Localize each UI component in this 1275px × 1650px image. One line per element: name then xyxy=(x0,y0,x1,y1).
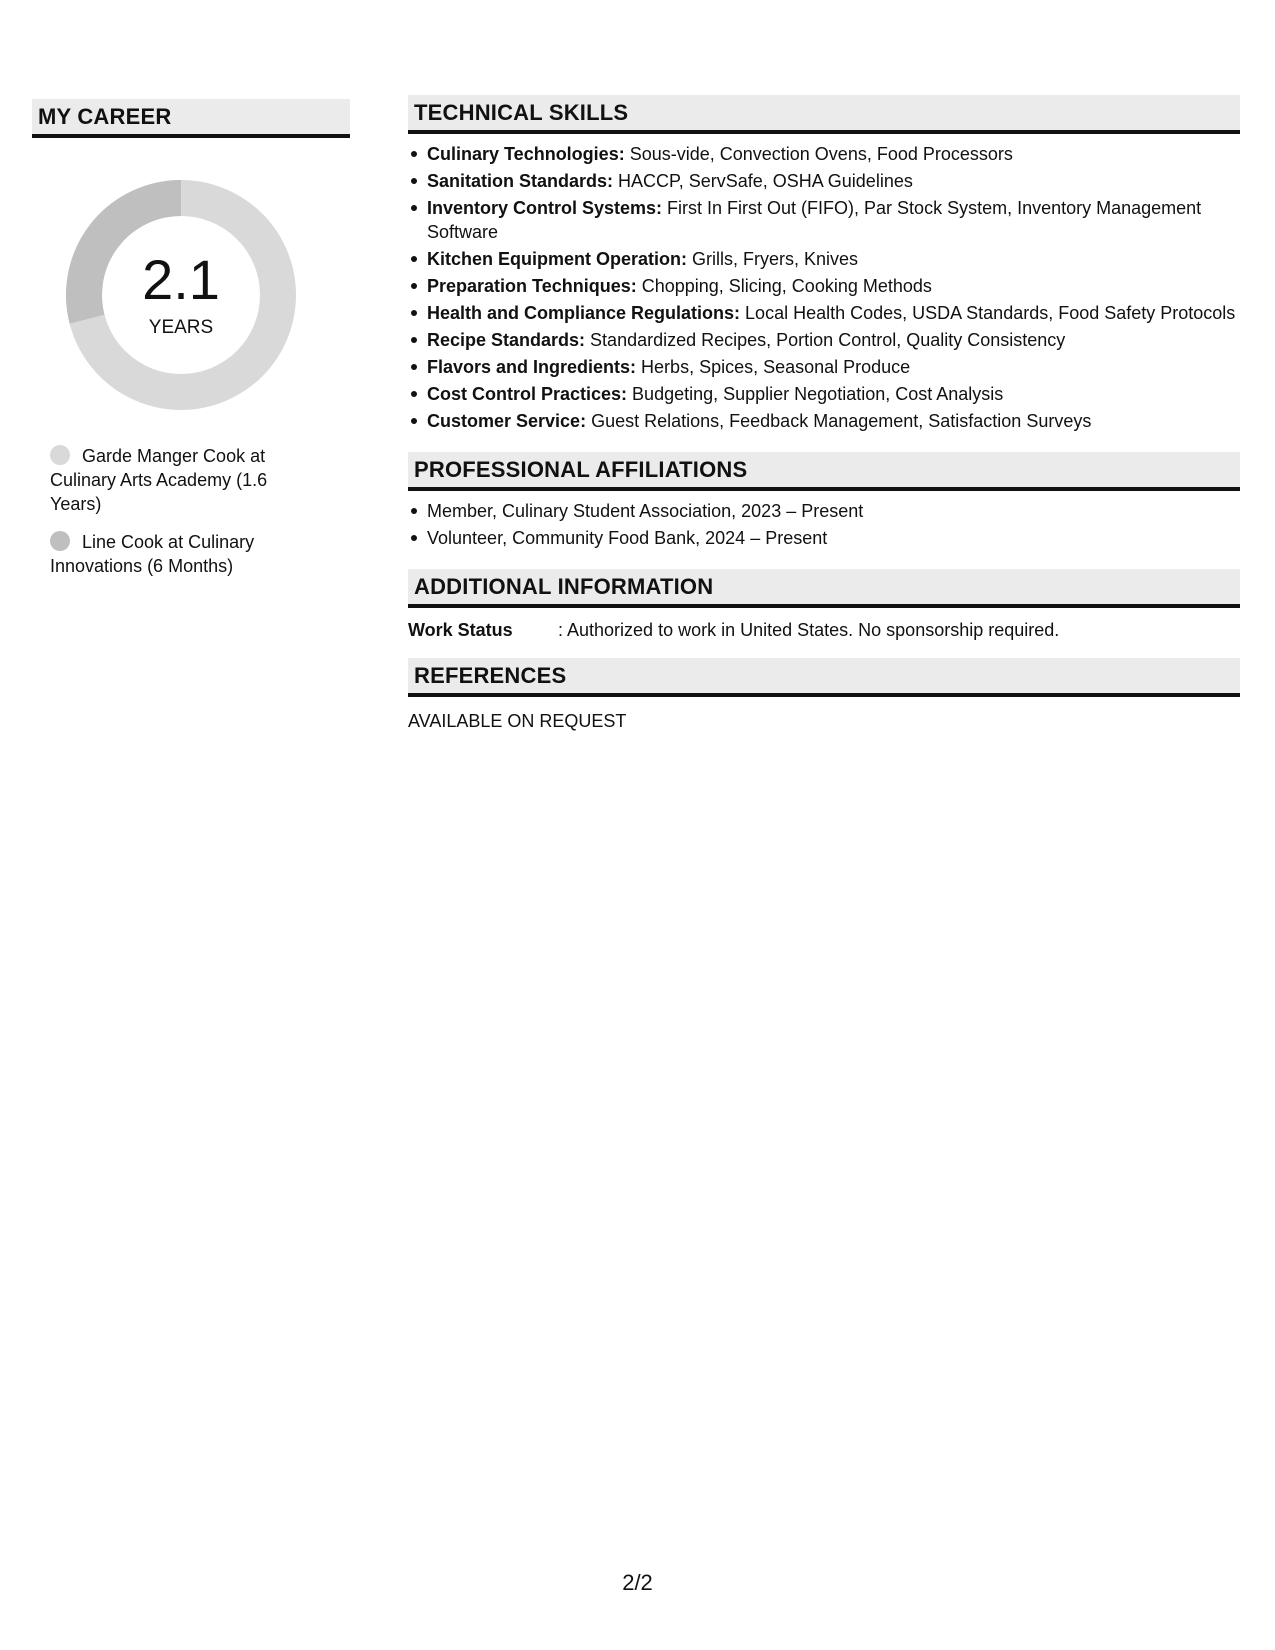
technical-skills-list xyxy=(408,142,1240,433)
career-column xyxy=(32,99,350,592)
donut-value: 2.1 xyxy=(142,248,220,311)
list-item xyxy=(427,382,1240,406)
donut-unit: YEARS xyxy=(148,317,214,338)
skill-text: Guest Relations, Feedback Management, Satisfaction Surveys xyxy=(586,411,1092,431)
list-item xyxy=(427,409,1240,433)
skill-text: Local Health Codes, USDA Standards, Food Safety Protocols xyxy=(740,303,1236,323)
skill-text: Chopping, Slicing, Cooking Methods xyxy=(636,276,932,296)
references-text: AVAILABLE ON REQUEST xyxy=(408,711,627,731)
affiliations-heading: PROFESSIONAL AFFILIATIONS xyxy=(408,452,1240,491)
work-status-label: Work Status xyxy=(408,620,513,640)
list-item xyxy=(427,328,1240,352)
legend-dot-icon xyxy=(50,445,70,465)
skill-text: Grills, Fryers, Knives xyxy=(687,249,859,269)
skill-text: HACCP, ServSafe, OSHA Guidelines xyxy=(613,171,913,191)
legend-text: Line Cook at Culinary Innovations (6 Months) xyxy=(50,532,255,576)
page-number: 2/2 xyxy=(622,1570,653,1595)
skill-text: Sous-vide, Convection Ovens, Food Processors xyxy=(624,144,1013,164)
skill-label: Kitchen Equipment Operation: xyxy=(427,249,688,269)
legend-dot-icon xyxy=(50,531,70,551)
technical-skills-heading: TECHNICAL SKILLS xyxy=(408,95,1240,134)
list-item xyxy=(427,274,1240,298)
skill-text: Herbs, Spices, Seasonal Produce xyxy=(636,357,911,377)
skill-label: Health and Compliance Regulations: xyxy=(427,303,741,323)
list-item xyxy=(427,196,1240,244)
list-item xyxy=(427,169,1240,193)
work-status-value: : Authorized to work in United States. No sponsorship required. xyxy=(558,620,1060,640)
skill-text: First In First Out (FIFO), Par Stock System, Inventory Management Software xyxy=(427,198,1202,242)
skill-label: Cost Control Practices: xyxy=(427,384,628,404)
skill-label: Recipe Standards: xyxy=(427,330,586,350)
career-legend xyxy=(50,444,290,578)
list-item: Member, Culinary Student Association, 2023 – Present xyxy=(427,499,1240,523)
list-item xyxy=(427,355,1240,379)
list-item xyxy=(427,247,1240,271)
work-status-row xyxy=(408,618,1240,642)
skill-text: Budgeting, Supplier Negotiation, Cost Analysis xyxy=(627,384,1004,404)
legend-item xyxy=(50,444,290,516)
skill-label: Culinary Technologies: xyxy=(427,144,625,164)
career-donut-chart xyxy=(66,180,296,410)
list-item xyxy=(427,301,1240,325)
references-heading: REFERENCES xyxy=(408,658,1240,697)
skill-label: Sanitation Standards: xyxy=(427,171,614,191)
skill-label: Flavors and Ingredients: xyxy=(427,357,637,377)
skill-label: Customer Service: xyxy=(427,411,587,431)
legend-text: Garde Manger Cook at Culinary Arts Academy (1.6 Years) xyxy=(50,446,268,514)
list-item xyxy=(427,142,1240,166)
main-column xyxy=(408,95,1240,733)
affiliations-list xyxy=(408,499,1240,550)
list-item: Volunteer, Community Food Bank, 2024 – Present xyxy=(427,526,1240,550)
additional-info-heading: ADDITIONAL INFORMATION xyxy=(408,569,1240,608)
career-heading: MY CAREER xyxy=(32,99,350,138)
skill-text: Standardized Recipes, Portion Control, Quality Consistency xyxy=(585,330,1066,350)
skill-label: Inventory Control Systems: xyxy=(427,198,663,218)
legend-item xyxy=(50,530,290,578)
skill-label: Preparation Techniques: xyxy=(427,276,637,296)
